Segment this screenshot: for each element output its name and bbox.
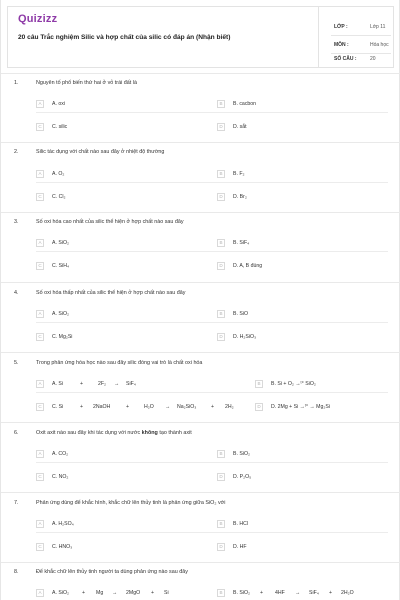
option-box[interactable]: D — [217, 123, 225, 131]
option-box[interactable]: D — [217, 333, 225, 341]
option-box[interactable]: A — [36, 170, 44, 178]
equation-term: 2NaOH — [93, 404, 111, 410]
meta-subject-label: MÔN : — [334, 42, 349, 48]
option-box[interactable]: A — [36, 520, 44, 528]
equation-term: 2H₂ — [225, 404, 234, 410]
option-text: C. silic — [52, 124, 68, 130]
option-text: A. O₂ — [52, 171, 65, 177]
option-box[interactable]: B — [217, 239, 225, 247]
section-divider — [1, 562, 400, 563]
option-text: B. SiO — [233, 311, 248, 317]
option-a[interactable] — [36, 589, 216, 599]
option-text: B. SiO₂ — [233, 590, 251, 596]
question-number: 1. — [14, 80, 19, 86]
question-number: 8. — [14, 569, 19, 575]
quizizz-logo[interactable]: Quizizz — [18, 13, 58, 25]
worksheet-header — [7, 6, 394, 68]
option-box[interactable]: B — [217, 310, 225, 318]
option-text: D. HF — [233, 544, 247, 550]
option-box[interactable]: A — [36, 450, 44, 458]
option-text: D. P₂O₅ — [233, 474, 252, 480]
meta-count-label: SỐ CÂU : — [334, 56, 357, 62]
option-box[interactable]: B — [217, 170, 225, 178]
option-box[interactable]: A — [36, 100, 44, 108]
meta-grade-label: LỚP : — [334, 24, 348, 30]
option-text: C. SiH₄ — [52, 263, 70, 269]
option-box[interactable]: C — [36, 123, 44, 131]
meta-grade — [319, 19, 395, 37]
option-a[interactable] — [36, 380, 216, 390]
option-text: A. CO₂ — [52, 451, 69, 457]
option-text: B. cacbon — [233, 101, 257, 107]
option-text: D. 2Mg + Si →ᵗ° → Mg₂Si — [271, 404, 330, 410]
question-text: Nguyên tố phổ biến thứ hai ở vỏ trái đất là — [36, 80, 137, 86]
option-text: A. Si — [52, 381, 63, 387]
equation-plus: + — [329, 590, 333, 596]
section-divider — [1, 422, 400, 423]
equation-plus: + — [260, 590, 264, 596]
option-box[interactable]: D — [217, 473, 225, 481]
section-divider — [1, 352, 400, 353]
option-box[interactable]: B — [217, 520, 225, 528]
option-box[interactable]: A — [36, 589, 44, 597]
question-number: 7. — [14, 500, 19, 506]
section-divider — [1, 492, 400, 493]
option-box[interactable]: A — [36, 380, 44, 388]
option-text: A. H₂SO₄ — [52, 521, 74, 527]
option-box[interactable]: A — [36, 239, 44, 247]
section-divider — [1, 282, 400, 283]
option-text: C. Cl₂ — [52, 194, 66, 200]
equation-term: 2MgO — [126, 590, 141, 596]
equation-plus: + — [82, 590, 86, 596]
option-box[interactable]: D — [217, 193, 225, 201]
emphasis-text: không — [141, 430, 158, 436]
option-text: A. SiO₂ — [52, 590, 70, 596]
section-divider — [1, 212, 400, 213]
question-number: 4. — [14, 290, 19, 296]
option-box[interactable]: D — [217, 543, 225, 551]
equation-arrow: → — [112, 590, 118, 596]
option-box[interactable]: D — [217, 262, 225, 270]
option-text: A. SiO₂ — [52, 240, 70, 246]
worksheet-title: 20 câu Trắc nghiệm Silic và hợp chất của silic có đáp án (Nhận biết) — [18, 34, 231, 41]
section-divider — [1, 142, 400, 143]
equation-arrow: → — [295, 590, 301, 596]
option-text: C. NO₂ — [52, 474, 69, 480]
option-box[interactable]: C — [36, 333, 44, 341]
meta-count — [319, 51, 395, 69]
equation-plus: + — [151, 590, 155, 596]
option-box[interactable]: B — [217, 589, 225, 597]
option-box[interactable]: B — [255, 380, 263, 388]
equation-plus: + — [211, 404, 215, 410]
question-text: Oxit axit nào sau đây khi tác dụng với nước không tạo thành axit — [36, 430, 192, 436]
question-number: 6. — [14, 430, 19, 436]
meta-grade-value: Lớp 11 — [370, 24, 386, 30]
option-text: D. A, B đúng — [233, 263, 263, 269]
option-box[interactable]: C — [36, 473, 44, 481]
equation-arrow: → — [165, 404, 171, 410]
option-text: C. Mg₂Si — [52, 334, 73, 340]
equation-arrow: → — [114, 381, 120, 387]
equation-term: Na₂SiO₃ — [177, 404, 197, 410]
option-box[interactable]: C — [36, 403, 44, 411]
option-text: B. HCl — [233, 521, 248, 527]
equation-term: SiF₄ — [309, 590, 319, 596]
option-text: A. SiO₂ — [52, 311, 70, 317]
section-divider — [1, 73, 400, 74]
option-text: D. sắt — [233, 124, 247, 130]
option-text: B. SiF₄ — [233, 240, 250, 246]
question-number: 5. — [14, 360, 19, 366]
option-b[interactable] — [217, 589, 392, 599]
option-box[interactable]: C — [36, 543, 44, 551]
option-text: A. oxi — [52, 101, 65, 107]
option-box[interactable]: C — [36, 193, 44, 201]
question-text: Trong phản ứng hóa học nào sau đây silic đóng vai trò là chất oxi hóa — [36, 360, 203, 366]
option-text: D. Br₂ — [233, 194, 247, 200]
question-number: 2. — [14, 149, 19, 155]
equation-plus: + — [126, 404, 130, 410]
option-text: C. HNO₃ — [52, 544, 73, 550]
question-text: Silic tác dụng với chất nào sau đây ở nhiệt độ thường — [36, 149, 165, 155]
equation-term: SiF₄ — [126, 381, 136, 387]
option-box[interactable]: A — [36, 310, 44, 318]
equation-plus: + — [80, 381, 84, 387]
question-text: Số oxi hóa thấp nhất của silic thể hiện ở hợp chất nào sau đây — [36, 290, 186, 296]
question-text: Phản ứng dùng để khắc hình, khắc chữ lên thủy tinh là phản ứng giữa SiO₂ với — [36, 500, 226, 506]
equation-term: 2H₂O — [341, 590, 354, 596]
equation-term: 2F₂ — [98, 381, 107, 387]
equation-term: Si — [164, 590, 169, 596]
equation-plus: + — [80, 404, 84, 410]
meta-subject-value: Hóa học — [370, 42, 389, 48]
option-text: B. Si + O₂ →ᵗ° SiO₂ — [271, 381, 316, 387]
equation-term: H₂O — [144, 404, 154, 410]
option-text: B. SiO₂ — [233, 451, 251, 457]
option-box[interactable]: B — [217, 100, 225, 108]
option-box[interactable]: C — [36, 262, 44, 270]
option-text: B. F₂ — [233, 171, 245, 177]
option-text: C. Si — [52, 404, 64, 410]
equation-term: Mg — [96, 590, 104, 596]
equation-term: 4HF — [275, 590, 285, 596]
meta-count-value: 20 — [370, 56, 376, 62]
question-number: 3. — [14, 219, 19, 225]
question-text: Số oxi hóa cao nhất của silic thể hiện ở hợp chất nào sau đây — [36, 219, 184, 225]
option-text: D. H₂SiO₃ — [233, 334, 257, 340]
option-box[interactable]: D — [255, 403, 263, 411]
question-text: Để khắc chữ lên thủy tinh người ta dùng phản ứng nào sau đây — [36, 569, 188, 575]
option-box[interactable]: B — [217, 450, 225, 458]
